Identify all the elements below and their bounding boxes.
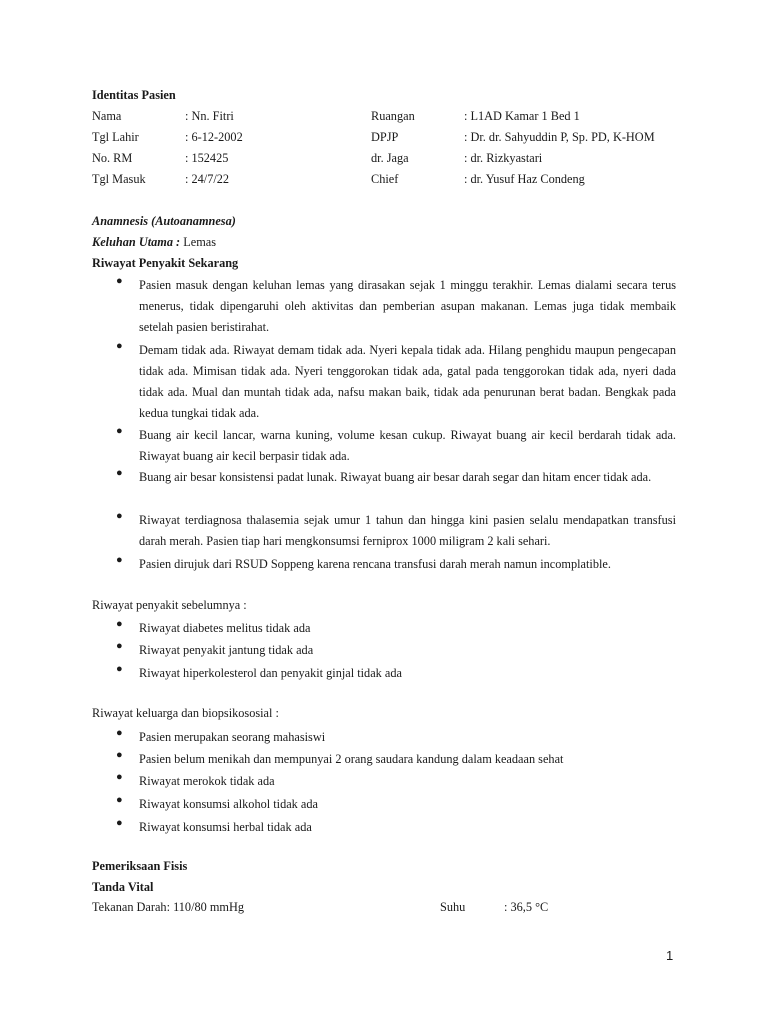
list-item-text: Pasien masuk dengan keluhan lemas yang dirasakan sejak 1 minggu terakhir. Lemas dialami secara terus menerus, tidak dipengaruhi oleh aktivitas dan pemberian asupan makanan. Lemas juga tidak membaik setelah pasien beristirahat. [139,278,676,334]
bullet-icon: ● [116,749,123,761]
identity-label: Tgl Lahir [92,130,139,144]
identity-label: Tgl Masuk [92,172,146,186]
bullet-icon: ● [116,554,123,566]
identity-value: : 24/7/22 [185,172,230,186]
bullet-icon: ● [116,340,123,352]
rpd-heading: Riwayat penyakit sebelumnya : [92,598,247,612]
list-item-text: Riwayat konsumsi herbal tidak ada [139,820,312,834]
list-item [116,794,676,815]
bullet-icon: ● [116,510,123,522]
rps-heading: Riwayat Penyakit Sekarang [92,256,239,270]
identity-row [92,109,692,129]
chief-complaint-value: Lemas [180,235,217,249]
bullet-icon: ● [116,618,123,630]
identity-value: : Nn. Fitri [185,109,234,123]
chief-complaint-label: Keluhan Utama : [92,235,181,249]
bullet-icon: ● [116,425,123,437]
list-item [116,817,676,838]
vital-heading: Tanda Vital [92,880,154,894]
list-item-text: Riwayat terdiagnosa thalasemia sejak umur 1 tahun dan hingga kini pasien selalu mendapatkan transfusi darah merah. Pasien tiap hari mengkonsumsi ferniprox 1000 miligram 2 kali sehari. [139,513,676,548]
list-item [116,510,676,552]
identity-value: : 152425 [185,151,229,165]
list-item-text: Pasien merupakan seorang mahasiswi [139,730,326,744]
list-item-text: Pasien belum menikah dan mempunyai 2 orang saudara kandung dalam keadaan sehat [139,752,564,766]
identity-value: : L1AD Kamar 1 Bed 1 [464,109,580,123]
identity-row [92,130,692,150]
list-item-text: Riwayat hiperkolesterol dan penyakit ginjal tidak ada [139,666,402,680]
bullet-icon: ● [116,663,123,675]
identity-row [92,172,692,192]
blood-pressure: Tekanan Darah: 110/80 mmHg [92,900,245,914]
list-item [116,771,676,792]
rk-heading: Riwayat keluarga dan biopsikososial : [92,706,279,720]
list-item-text: Buang air kecil lancar, warna kuning, volume kesan cukup. Riwayat buang air kecil berdarah tidak ada. Riwayat buang air kecil berpasir tidak ada. [139,428,676,463]
list-item [116,640,676,661]
list-item-text: Riwayat penyakit jantung tidak ada [139,643,314,657]
anamnesis-heading: Anamnesis (Autoanamnesa) [92,214,236,228]
bullet-icon: ● [116,727,123,739]
list-item [116,554,676,575]
list-item-text: Buang air besar konsistensi padat lunak. Riwayat buang air besar darah segar dan hitam encer tidak ada. [139,470,652,484]
identity-label: No. RM [92,151,133,165]
identity-label: Chief [371,172,399,186]
list-item [116,749,676,770]
list-item [116,425,676,467]
identity-value: : Dr. dr. Sahyuddin P, Sp. PD, K-HOM [464,130,655,144]
list-item-text: Riwayat diabetes melitus tidak ada [139,621,311,635]
list-item [116,663,676,684]
list-item-text: Pasien dirujuk dari RSUD Soppeng karena rencana transfusi darah merah namun incomplatible. [139,557,611,571]
list-item [116,727,676,748]
exam-heading: Pemeriksaan Fisis [92,859,188,873]
list-item [116,467,676,509]
identity-label: Ruangan [371,109,415,123]
identity-value: : dr. Yusuf Haz Condeng [464,172,585,186]
identity-row [92,151,692,171]
bullet-icon: ● [116,817,123,829]
identity-label: dr. Jaga [371,151,409,165]
bullet-icon: ● [116,771,123,783]
bullet-icon: ● [116,640,123,652]
identity-label: DPJP [371,130,399,144]
identity-value: : 6-12-2002 [185,130,243,144]
bullet-icon: ● [116,794,123,806]
bullet-icon: ● [116,467,123,479]
identity-heading: Identitas Pasien [92,88,176,102]
list-item [116,618,676,639]
identity-value: : dr. Rizkyastari [464,151,543,165]
list-item-text: Demam tidak ada. Riwayat demam tidak ada. Nyeri kepala tidak ada. Hilang penghidu maupun pengecapan tidak ada. Mimisan tidak ada. Nyeri tenggorokan tidak ada, gatal pada tenggorokan tidak ada, nyeri dada tidak ada. Mual dan muntah tidak ada, nafsu makan baik, tidak ada penurunan berat badan. Bengkak pada kedua tungkai tidak ada. [139,343,676,420]
list-item [116,275,676,338]
identity-label: Nama [92,109,122,123]
chief-complaint [92,235,216,250]
bullet-icon: ● [116,275,123,287]
list-item-text: Riwayat merokok tidak ada [139,774,275,788]
temperature-value: : 36,5 °C [504,900,549,914]
list-item [116,340,676,424]
page-number: 1 [666,948,674,963]
temperature-label: Suhu [440,900,466,914]
list-item-text: Riwayat konsumsi alkohol tidak ada [139,797,318,811]
